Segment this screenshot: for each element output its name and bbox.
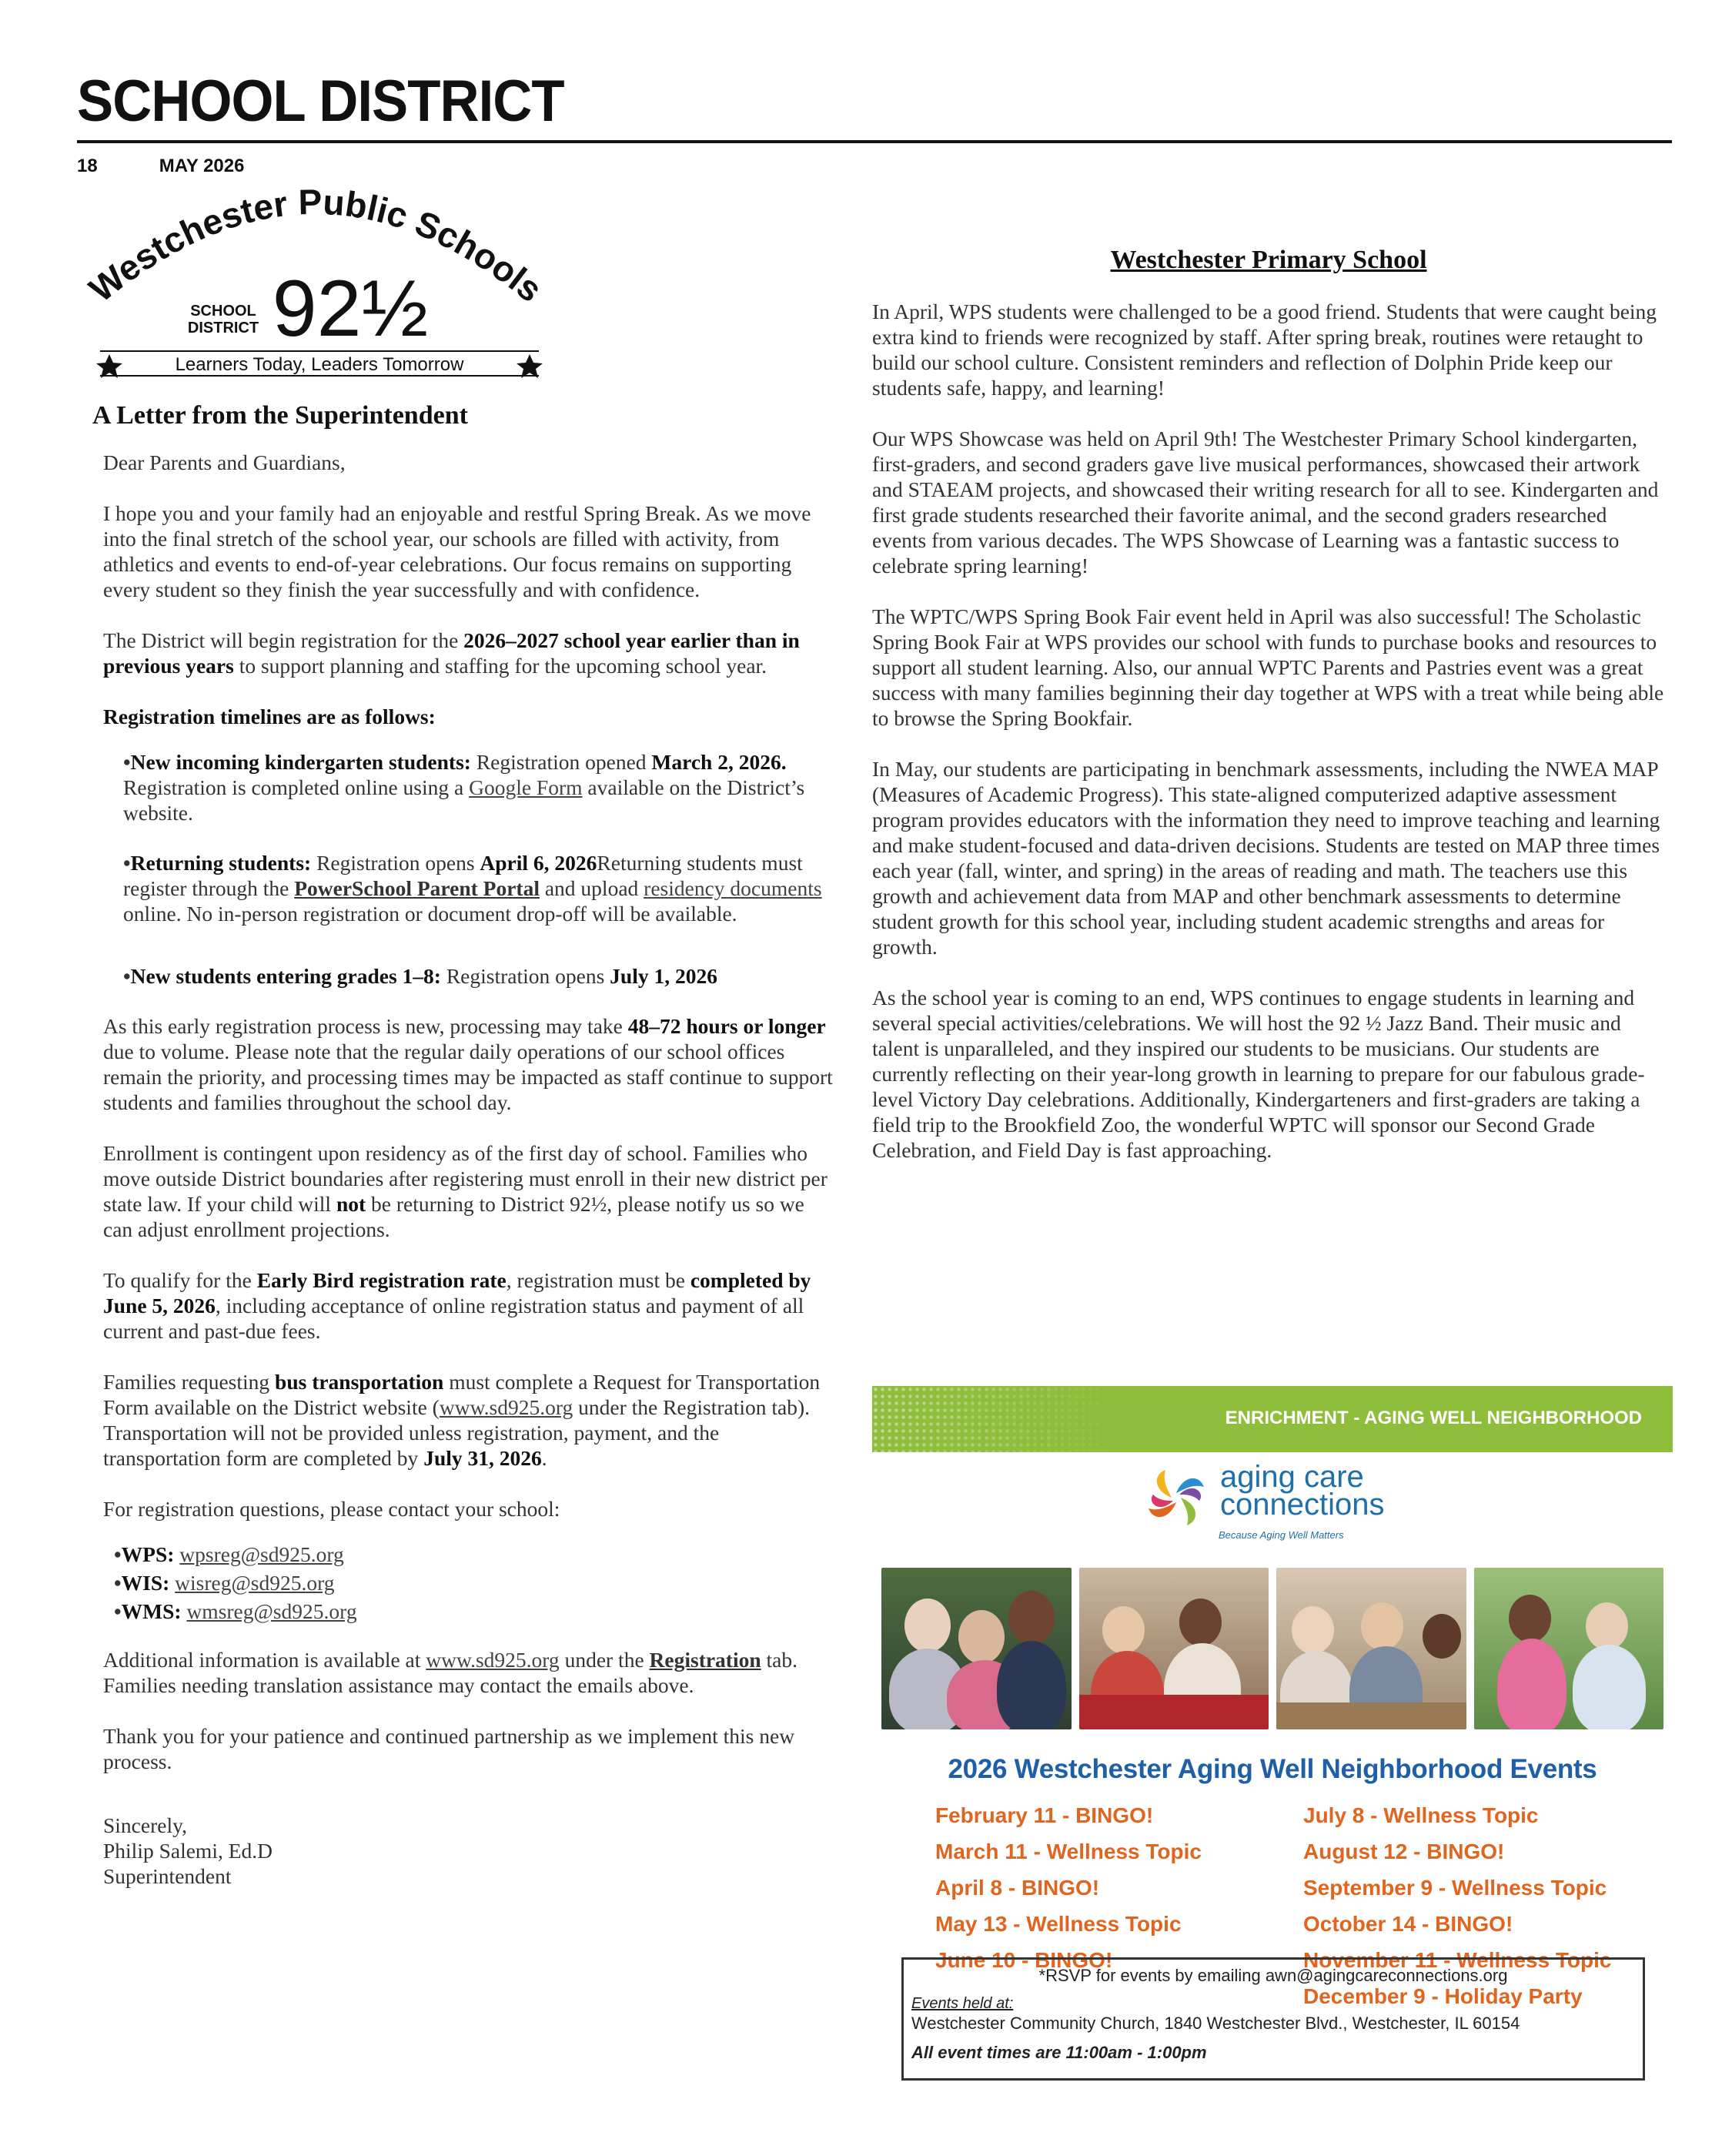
closing: Sincerely, (103, 1813, 187, 1837)
district-logo-graphic (85, 183, 547, 383)
letter-paragraph: Additional information is available at www.sd925.org under the Registration tab. Families needing translation assistance may contact the emails above. (103, 1648, 798, 1697)
signoff (103, 1813, 836, 1889)
google-form-link[interactable]: Google Form (469, 775, 583, 799)
event-item: December 9 - Holiday Party (1303, 1984, 1583, 2008)
logo-number: 92½ (272, 264, 429, 353)
list-item: •WMS: wmsreg@sd925.org (114, 1599, 357, 1623)
masthead-rule (77, 140, 1672, 143)
event-item: February 11 - BINGO! (935, 1803, 1154, 1827)
letter-paragraph: Families requesting bus transportation must complete a Request for Transportation Form available on the District website (www.sd925.org under the Registration tab). Transportation will not be provided unless registration, payment, and the transportation form are completed by July 31, 2026. (103, 1370, 821, 1470)
salutation: Dear Parents and Guardians, (103, 450, 346, 474)
wps-paragraph: The WPTC/WPS Spring Book Fair event held in April was also successful! The Scholastic Spring Book Fair at WPS provides our school with funds to purchase books and resources to support all student learning. Also, our annual WPTC Parents and Pastries event was a great success with many families beginning their day together at WPS with a treat while being able to browse the Spring Bookfair. (872, 604, 1664, 730)
timelines-heading: Registration timelines are as follows: (103, 705, 436, 728)
photo-strip (872, 1568, 1673, 1729)
event-item: November 11 - Wellness Topic (1303, 1948, 1612, 1972)
rsvp-box (901, 1957, 1645, 2081)
signer-title: Superintendent (103, 1864, 232, 1888)
aging-care-ad (872, 1386, 1673, 2087)
letter-paragraph: I hope you and your family had an enjoyable and restful Spring Break. As we move into the final stretch of the school year, our schools are filled with activity, from athletics and events to end-of-year celebrations. Our focus remains on supporting every student so they finish the year successfully and with confidence. (103, 501, 811, 601)
seniors-crafts-photo (1079, 1568, 1269, 1729)
pinwheel-logo-icon (1142, 1463, 1211, 1532)
logo-school-label: SCHOOL (190, 303, 256, 320)
star-icon (517, 354, 543, 378)
folio (77, 156, 1672, 177)
website-link[interactable]: www.sd925.org (426, 1648, 560, 1672)
ad-brand (872, 1452, 1673, 1568)
issue-date: MAY 2026 (159, 156, 245, 176)
list-item: •WIS: wisreg@sd925.org (114, 1571, 335, 1595)
powerschool-portal-link[interactable]: PowerSchool Parent Portal (294, 876, 540, 900)
page-number: 18 (77, 156, 98, 176)
event-item: March 11 - Wellness Topic (935, 1840, 1202, 1863)
email-link[interactable]: wpsreg@sd925.org (179, 1542, 344, 1566)
event-item: July 8 - Wellness Topic (1303, 1803, 1539, 1827)
section-title: SCHOOL DISTRICT (77, 69, 564, 134)
events-title: 2026 Westchester Aging Well Neighborhood Events (948, 1754, 1597, 1784)
seniors-group-photo (881, 1568, 1072, 1729)
school-contacts (114, 1542, 836, 1624)
banner-dot-pattern (872, 1386, 1126, 1452)
event-item: October 14 - BINGO! (1303, 1912, 1513, 1936)
event-item: August 12 - BINGO! (1303, 1840, 1505, 1863)
event-item: April 8 - BINGO! (935, 1876, 1100, 1900)
event-item: September 9 - Wellness Topic (1303, 1876, 1607, 1900)
logo-arc-text: Westchester Public Schools (85, 183, 547, 310)
brand-name: aging care connections (1220, 1460, 1385, 1522)
list-item: •New incoming kindergarten students: Registration opened March 2, 2026. Registration is completed online using a Google Form available on the District’s website. (123, 750, 805, 825)
signer-name: Philip Salemi, Ed.D (103, 1839, 273, 1863)
letter-paragraph: For registration questions, please contact your school: (103, 1497, 560, 1521)
email-link[interactable]: wisreg@sd925.org (175, 1571, 335, 1595)
wps-paragraph: As the school year is coming to an end, WPS continues to engage students in learning and several special activities/celebrations. We will host the 92 ½ Jazz Band. Their music and talent is unparalleled, and they inspired our students to be musicians. Our students are currently reflecting on their year-long growth in learning to prepare for our fabulous grade-level Victory Day celebrations. Additionally, Kindergarteners and first-graders are taking a field trip to the Brookfield Zoo, the wonderful WPTC will sponsor our Second Grade Celebration, and Field Day is fast approaching. (872, 986, 1645, 1162)
list-item: •New students entering grades 1–8: Registration opens July 1, 2026 (123, 964, 717, 988)
district-logo (85, 183, 547, 383)
wps-paragraph: In May, our students are participating in benchmark assessments, including the NWEA MAP (Measures of Academic Progress). This state-aligned computerized adaptive assessment program provides educators with the information they need to improve teaching and learning and make student-focused and data-driven decisions. Students are tested on MAP three times each year (fall, winter, and spring) in the areas of reading and math. The teachers use this growth and achievement data from MAP and other benchmark assessments to determine student growth for this school year, including student academic strengths and areas for growth. (872, 757, 1660, 959)
held-label: Events held at: (911, 1995, 1014, 2012)
letter-paragraph: To qualify for the Early Bird registration rate, registration must be completed by June 5, 2026, including acceptance of online registration status and payment of all current and past-due fees. (103, 1268, 811, 1343)
wps-paragraph: In April, WPS students were challenged to be a good friend. Students that were caught being extra kind to friends were recognized by staff. After spring break, routines were retaught to build our school culture. Consistent reminders and reflection of Dolphin Pride keep our students safe, happy, and learning! (872, 300, 1657, 400)
logo-district-label: DISTRICT (187, 320, 259, 336)
list-item: •Returning students: Registration opens April 6, 2026Returning students must register through the PowerSchool Parent Portal and upload residency documents online. No in-person registration or document drop-off will be available. (123, 851, 822, 926)
registration-timelines (123, 749, 836, 989)
wps-heading: Westchester Primary School (1110, 246, 1427, 274)
letter-paragraph: As this early registration process is new, processing may take 48–72 hours or longer due to volume. Please note that the regular daily operations of our school offices remain the priority, and processing times may be impacted as staff continue to support students and families throughout the school day. (103, 1014, 833, 1114)
brand-tagline: Because Aging Well Matters (1219, 1529, 1344, 1541)
wps-article (872, 245, 1665, 1188)
list-item: •WPS: wpsreg@sd925.org (114, 1542, 344, 1566)
rsvp-text: *RSVP for events by emailing awn@agingcareconnections.org (1038, 1966, 1508, 1985)
event-item: June 10 - BINGO! (935, 1948, 1113, 1972)
email-link[interactable]: wmsreg@sd925.org (186, 1599, 357, 1623)
wps-paragraph: Our WPS Showcase was held on April 9th! The Westchester Primary School kindergarten, first-graders, and second graders gave live musical performances, showcased their artwork and STAEAM projects, and showcased their writing research for all to see. Kindergarten and first grade students researched their favorite animal, and the second graders researched events from various decades. The WPS Showcase of Learning was a fantastic success to celebrate spring learning! (872, 427, 1659, 578)
seniors-dining-photo (1276, 1568, 1466, 1729)
event-item: May 13 - Wellness Topic (935, 1912, 1182, 1936)
logo-slogan: Learners Today, Leaders Tomorrow (175, 354, 464, 375)
event-times: All event times are 11:00am - 1:00pm (911, 2043, 1207, 2062)
seniors-walking-photo (1474, 1568, 1664, 1729)
website-link[interactable]: www.sd925.org (439, 1395, 573, 1419)
registration-tab-link[interactable]: Registration (649, 1648, 761, 1672)
residency-documents-link[interactable]: residency documents (644, 876, 822, 900)
star-icon (96, 354, 122, 378)
letter-paragraph: Enrollment is contingent upon residency as of the first day of school. Families who move outside District boundaries after registering must enroll in their new district per state law. If your child will not be returning to District 92½, please notify us so we can adjust enrollment projections. (103, 1141, 828, 1241)
superintendent-letter (92, 400, 847, 1889)
ad-banner-label: ENRICHMENT - AGING WELL NEIGHBORHOOD (1225, 1408, 1642, 1428)
ad-banner (872, 1386, 1673, 1452)
event-address: Westchester Community Church, 1840 Westchester Blvd., Westchester, IL 60154 (911, 2014, 1520, 2033)
letter-heading: A Letter from the Superintendent (92, 401, 468, 430)
letter-paragraph: The District will begin registration for the 2026–2027 school year earlier than in previous years to support planning and staffing for the upcoming school year. (103, 628, 800, 678)
masthead (77, 69, 1672, 177)
letter-paragraph: Thank you for your patience and continued partnership as we implement this new process. (103, 1724, 795, 1773)
